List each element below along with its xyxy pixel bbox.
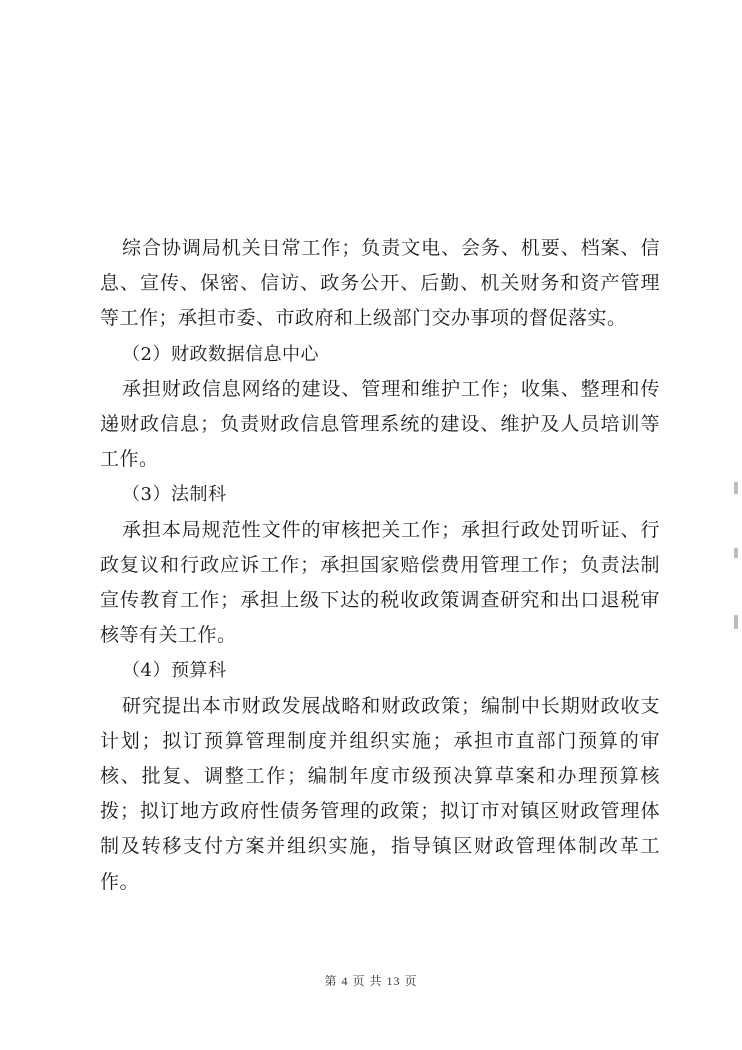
scan-artifact-mark [734, 548, 738, 558]
paragraph-finance-data-center: 承担财政信息网络的建设、管理和维护工作；收集、整理和传递财政信息；负责财政信息管理系统的建设、维护及人员培训等工作。 [100, 377, 660, 471]
document-body [100, 231, 660, 900]
scan-artifact-mark [734, 482, 738, 494]
heading-legal-section: （3）法制科 [122, 484, 227, 506]
paragraph-general-affairs: 综合协调局机关日常工作；负责文电、会务、机要、档案、信息、宣传、保密、信访、政务公开、后勤、机关财务和资产管理等工作；承担市委、市政府和上级部门交办事项的督促落实。 [100, 237, 660, 330]
page-number-footer: 第 4 页 共 13 页 [324, 974, 418, 988]
paragraph-budget-section: 研究提出本市财政发展战略和财政政策；编制中长期财政收支计划；拟订预算管理制度并组织实施；承担市直部门预算的审核、批复、调整工作；编制年度市级预决算草案和办理预算核拨；拟订地方政府性债务管理的政策；拟订市对镇区财政管理体制及转移支付方案并组织实施，指导镇区财政管理体制改革工作。 [100, 694, 660, 893]
heading-finance-data-center: （2）财政数据信息中心 [122, 343, 319, 365]
heading-budget-section: （4）预算科 [122, 660, 227, 682]
paragraph-legal-section: 承担本局规范性文件的审核把关工作；承担行政处罚听证、行政复议和行政应诉工作；承担国家赔偿费用管理工作；负责法制宣传教育工作；承担上级下达的税收政策调查研究和出口退税审核等有关工作。 [100, 518, 660, 647]
scan-artifact-mark [734, 615, 738, 629]
